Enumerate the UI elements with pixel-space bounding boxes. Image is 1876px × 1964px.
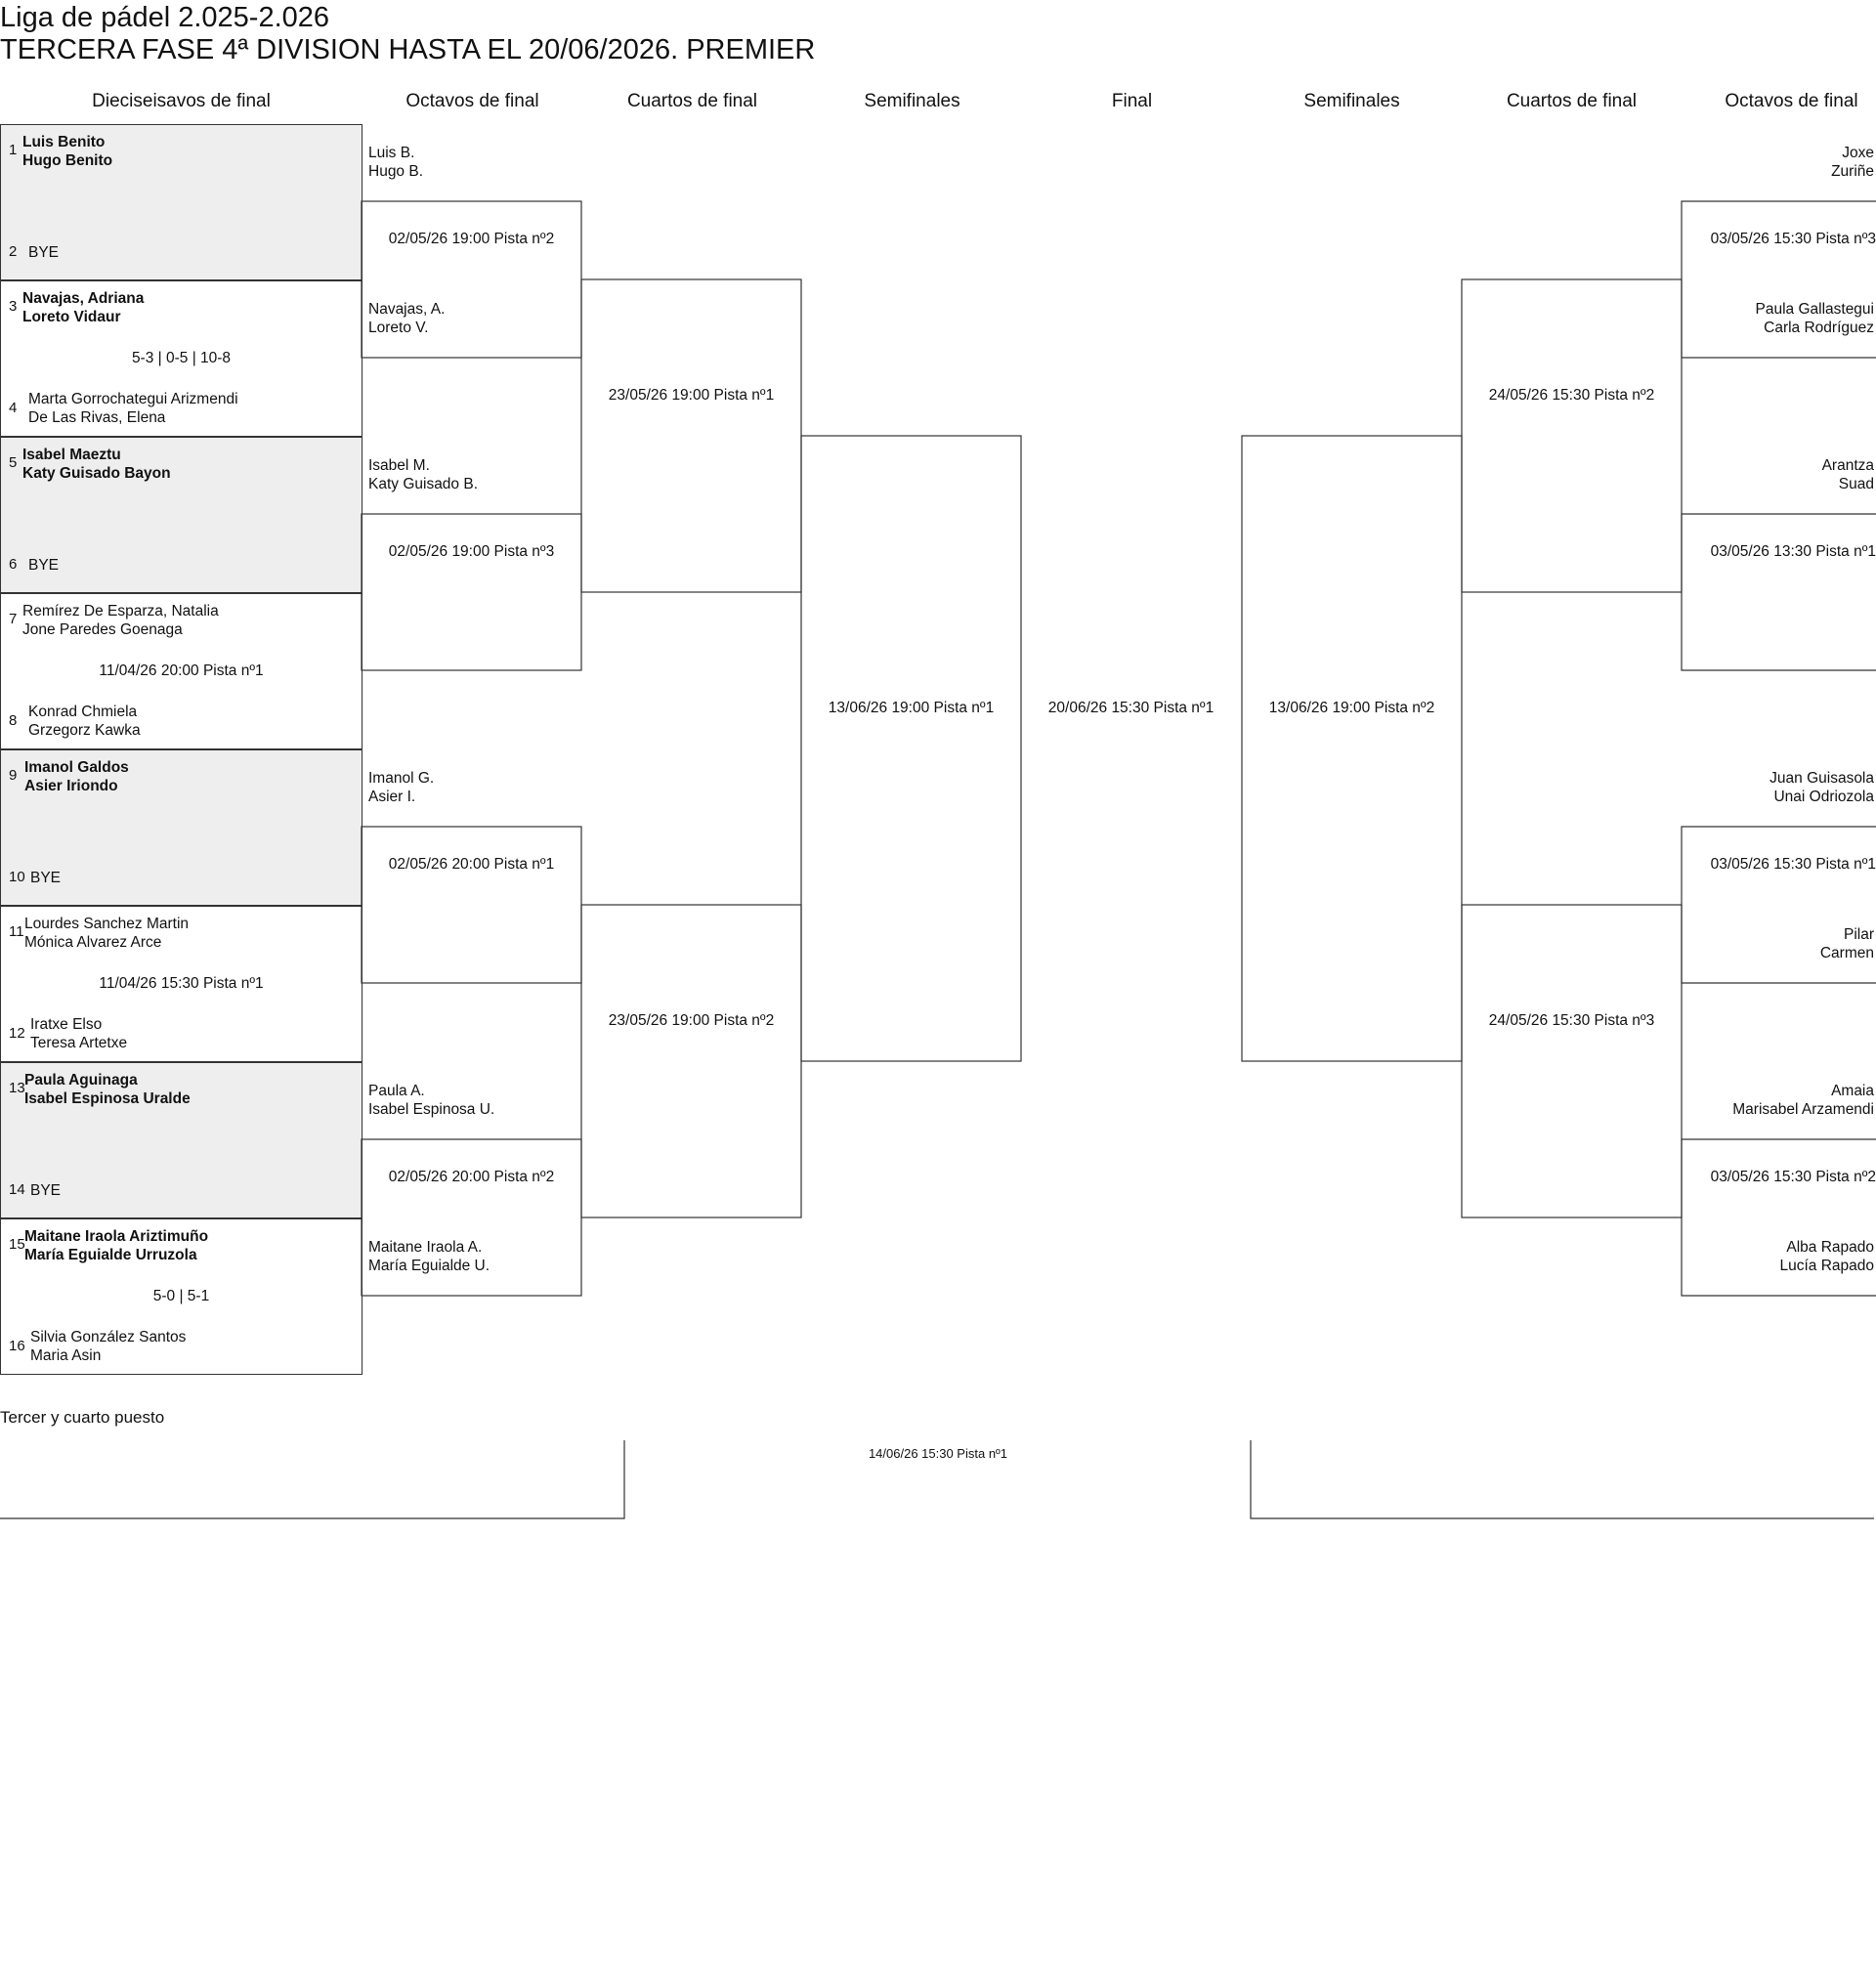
qf-left-match-1: 23/05/26 19:00 Pista nº1 — [608, 387, 775, 404]
round-header-r16-left: Octavos de final — [405, 91, 539, 111]
team-bottom: BYE — [30, 1182, 62, 1199]
r16-right-team-5: Juan Guisasola Unai Odriozola — [1769, 770, 1874, 805]
seed-number: 11 — [9, 923, 24, 940]
team-top: Maitane Iraola Ariztimuño María Eguialde Urruzola — [24, 1228, 209, 1263]
seed-number: 6 — [9, 556, 18, 573]
qf-left-match-2: 23/05/26 19:00 Pista nº2 — [608, 1012, 775, 1029]
r16-left-box-3 — [362, 827, 581, 983]
page-subtitle: TERCERA FASE 4ª DIVISION HASTA EL 20/06/2026. PREMIER — [0, 34, 816, 65]
r16-left-match-2: 02/05/26 19:00 Pista nº3 — [388, 543, 555, 560]
third-place-title: Tercer y cuarto puesto — [0, 1408, 165, 1427]
team-bottom: BYE — [30, 870, 62, 886]
r16-right-team-1: Joxe Zuriñe — [1831, 145, 1874, 180]
r16-left-team-8: Maitane Iraola A. María Eguialde U. — [368, 1239, 490, 1274]
qf-right-match-1: 24/05/26 15:30 Pista nº2 — [1488, 387, 1655, 404]
qf-right-box-1 — [1462, 279, 1682, 592]
seed-number: 8 — [9, 712, 18, 729]
match-info: 11/04/26 20:00 Pista nº1 — [99, 662, 264, 679]
r16-right-team-6: Pilar Carmen — [1819, 926, 1874, 961]
team-bottom: BYE — [28, 244, 60, 261]
team-top: Paula Aguinaga Isabel Espinosa Uralde — [24, 1072, 191, 1107]
r16-right-match-3: 03/05/26 15:30 Pista nº1 — [1710, 856, 1876, 873]
r16-left-team-2: Navajas, A. Loreto V. — [368, 301, 446, 336]
seed-number: 13 — [9, 1080, 25, 1096]
round-header-qf-left: Cuartos de final — [626, 91, 758, 111]
r16-right-team-7: Amaia Marisabel Arzamendi — [1732, 1083, 1874, 1118]
team-bottom: Silvia González Santos Maria Asin — [30, 1329, 187, 1364]
round-header-sf-right: Semifinales — [1303, 91, 1400, 111]
team-top: Remírez De Esparza, Natalia Jone Paredes Goenaga — [22, 603, 219, 638]
match-info: 11/04/26 15:30 Pista nº1 — [99, 975, 264, 992]
r16-left-match-4: 02/05/26 20:00 Pista nº2 — [388, 1169, 555, 1185]
third-place-match: 14/06/26 15:30 Pista nº1 — [868, 1446, 1008, 1461]
r16-right-team-3: Arantza Suad — [1821, 457, 1874, 492]
seed-number: 7 — [9, 611, 18, 627]
seed-number: 12 — [9, 1025, 25, 1042]
r16-left-team-1: Luis B. Hugo B. — [368, 145, 424, 180]
r16-right-match-1: 03/05/26 15:30 Pista nº3 — [1710, 231, 1876, 247]
round-header-final: Final — [1111, 91, 1153, 111]
r16-left-box-2 — [362, 514, 581, 670]
qf-left-box-2 — [581, 905, 801, 1217]
round-header-r16-right: Octavos de final — [1725, 91, 1858, 111]
qf-right-match-2: 24/05/26 15:30 Pista nº3 — [1488, 1012, 1655, 1029]
third-place-left-line — [0, 1440, 624, 1518]
r16-right-match-4: 03/05/26 15:30 Pista nº2 — [1710, 1169, 1876, 1185]
r16-left-team-3: Isabel M. Katy Guisado B. — [368, 457, 479, 492]
team-top: Isabel Maeztu Katy Guisado Bayon — [22, 447, 171, 482]
team-bottom: Konrad Chmiela Grzegorz Kawka — [28, 704, 141, 739]
seed-number: 2 — [9, 243, 18, 260]
r16-right-match-2: 03/05/26 13:30 Pista nº1 — [1710, 543, 1876, 560]
r16-left-team-5: Imanol G. Asier I. — [368, 770, 435, 805]
sf-left-match: 13/06/26 19:00 Pista nº1 — [828, 700, 995, 716]
round-header-sf-left: Semifinales — [864, 91, 960, 111]
seed-number: 5 — [9, 454, 18, 471]
sf-right-box — [1242, 436, 1462, 1061]
third-place-right-line — [1251, 1440, 1874, 1518]
seed-number: 16 — [9, 1338, 25, 1354]
seed-number: 4 — [9, 400, 18, 416]
team-bottom: BYE — [28, 557, 60, 574]
qf-left-box-1 — [581, 279, 801, 592]
r16-right-box-2 — [1682, 514, 1876, 670]
round-header-qf-right: Cuartos de final — [1506, 91, 1638, 111]
match-info: 5-3 | 0-5 | 10-8 — [131, 350, 232, 366]
seed-number: 1 — [9, 142, 18, 158]
page-title: Liga de pádel 2.025-2.026 — [0, 2, 330, 33]
r16-left-team-7: Paula A. Isabel Espinosa U. — [368, 1083, 495, 1118]
final-match: 20/06/26 15:30 Pista nº1 — [1047, 700, 1215, 716]
sf-right-match: 13/06/26 19:00 Pista nº2 — [1268, 700, 1435, 716]
round-header-r32: Dieciseisavos de final — [92, 91, 271, 111]
team-bottom: Iratxe Elso Teresa Artetxe — [30, 1016, 128, 1051]
team-top: Navajas, Adriana Loreto Vidaur — [22, 290, 145, 325]
seed-number: 14 — [9, 1181, 25, 1198]
r16-right-team-2: Paula Gallastegui Carla Rodríguez — [1755, 301, 1874, 336]
r16-left-match-3: 02/05/26 20:00 Pista nº1 — [388, 856, 555, 873]
team-top: Imanol Galdos Asier Iriondo — [24, 759, 129, 794]
team-bottom: Marta Gorrochategui Arizmendi De Las Rivas, Elena — [28, 391, 238, 426]
seed-number: 15 — [9, 1236, 25, 1253]
seed-number: 9 — [9, 767, 18, 784]
r16-left-match-1: 02/05/26 19:00 Pista nº2 — [388, 231, 555, 247]
match-info: 5-0 | 5-1 — [152, 1288, 210, 1304]
sf-left-box — [801, 436, 1021, 1061]
team-top: Lourdes Sanchez Martin Mónica Alvarez Arce — [24, 916, 190, 951]
qf-right-box-2 — [1462, 905, 1682, 1217]
seed-number: 3 — [9, 298, 18, 315]
r16-right-team-8: Alba Rapado Lucía Rapado — [1779, 1239, 1874, 1274]
seed-number: 10 — [9, 869, 25, 885]
team-top: Luis Benito Hugo Benito — [22, 134, 113, 169]
